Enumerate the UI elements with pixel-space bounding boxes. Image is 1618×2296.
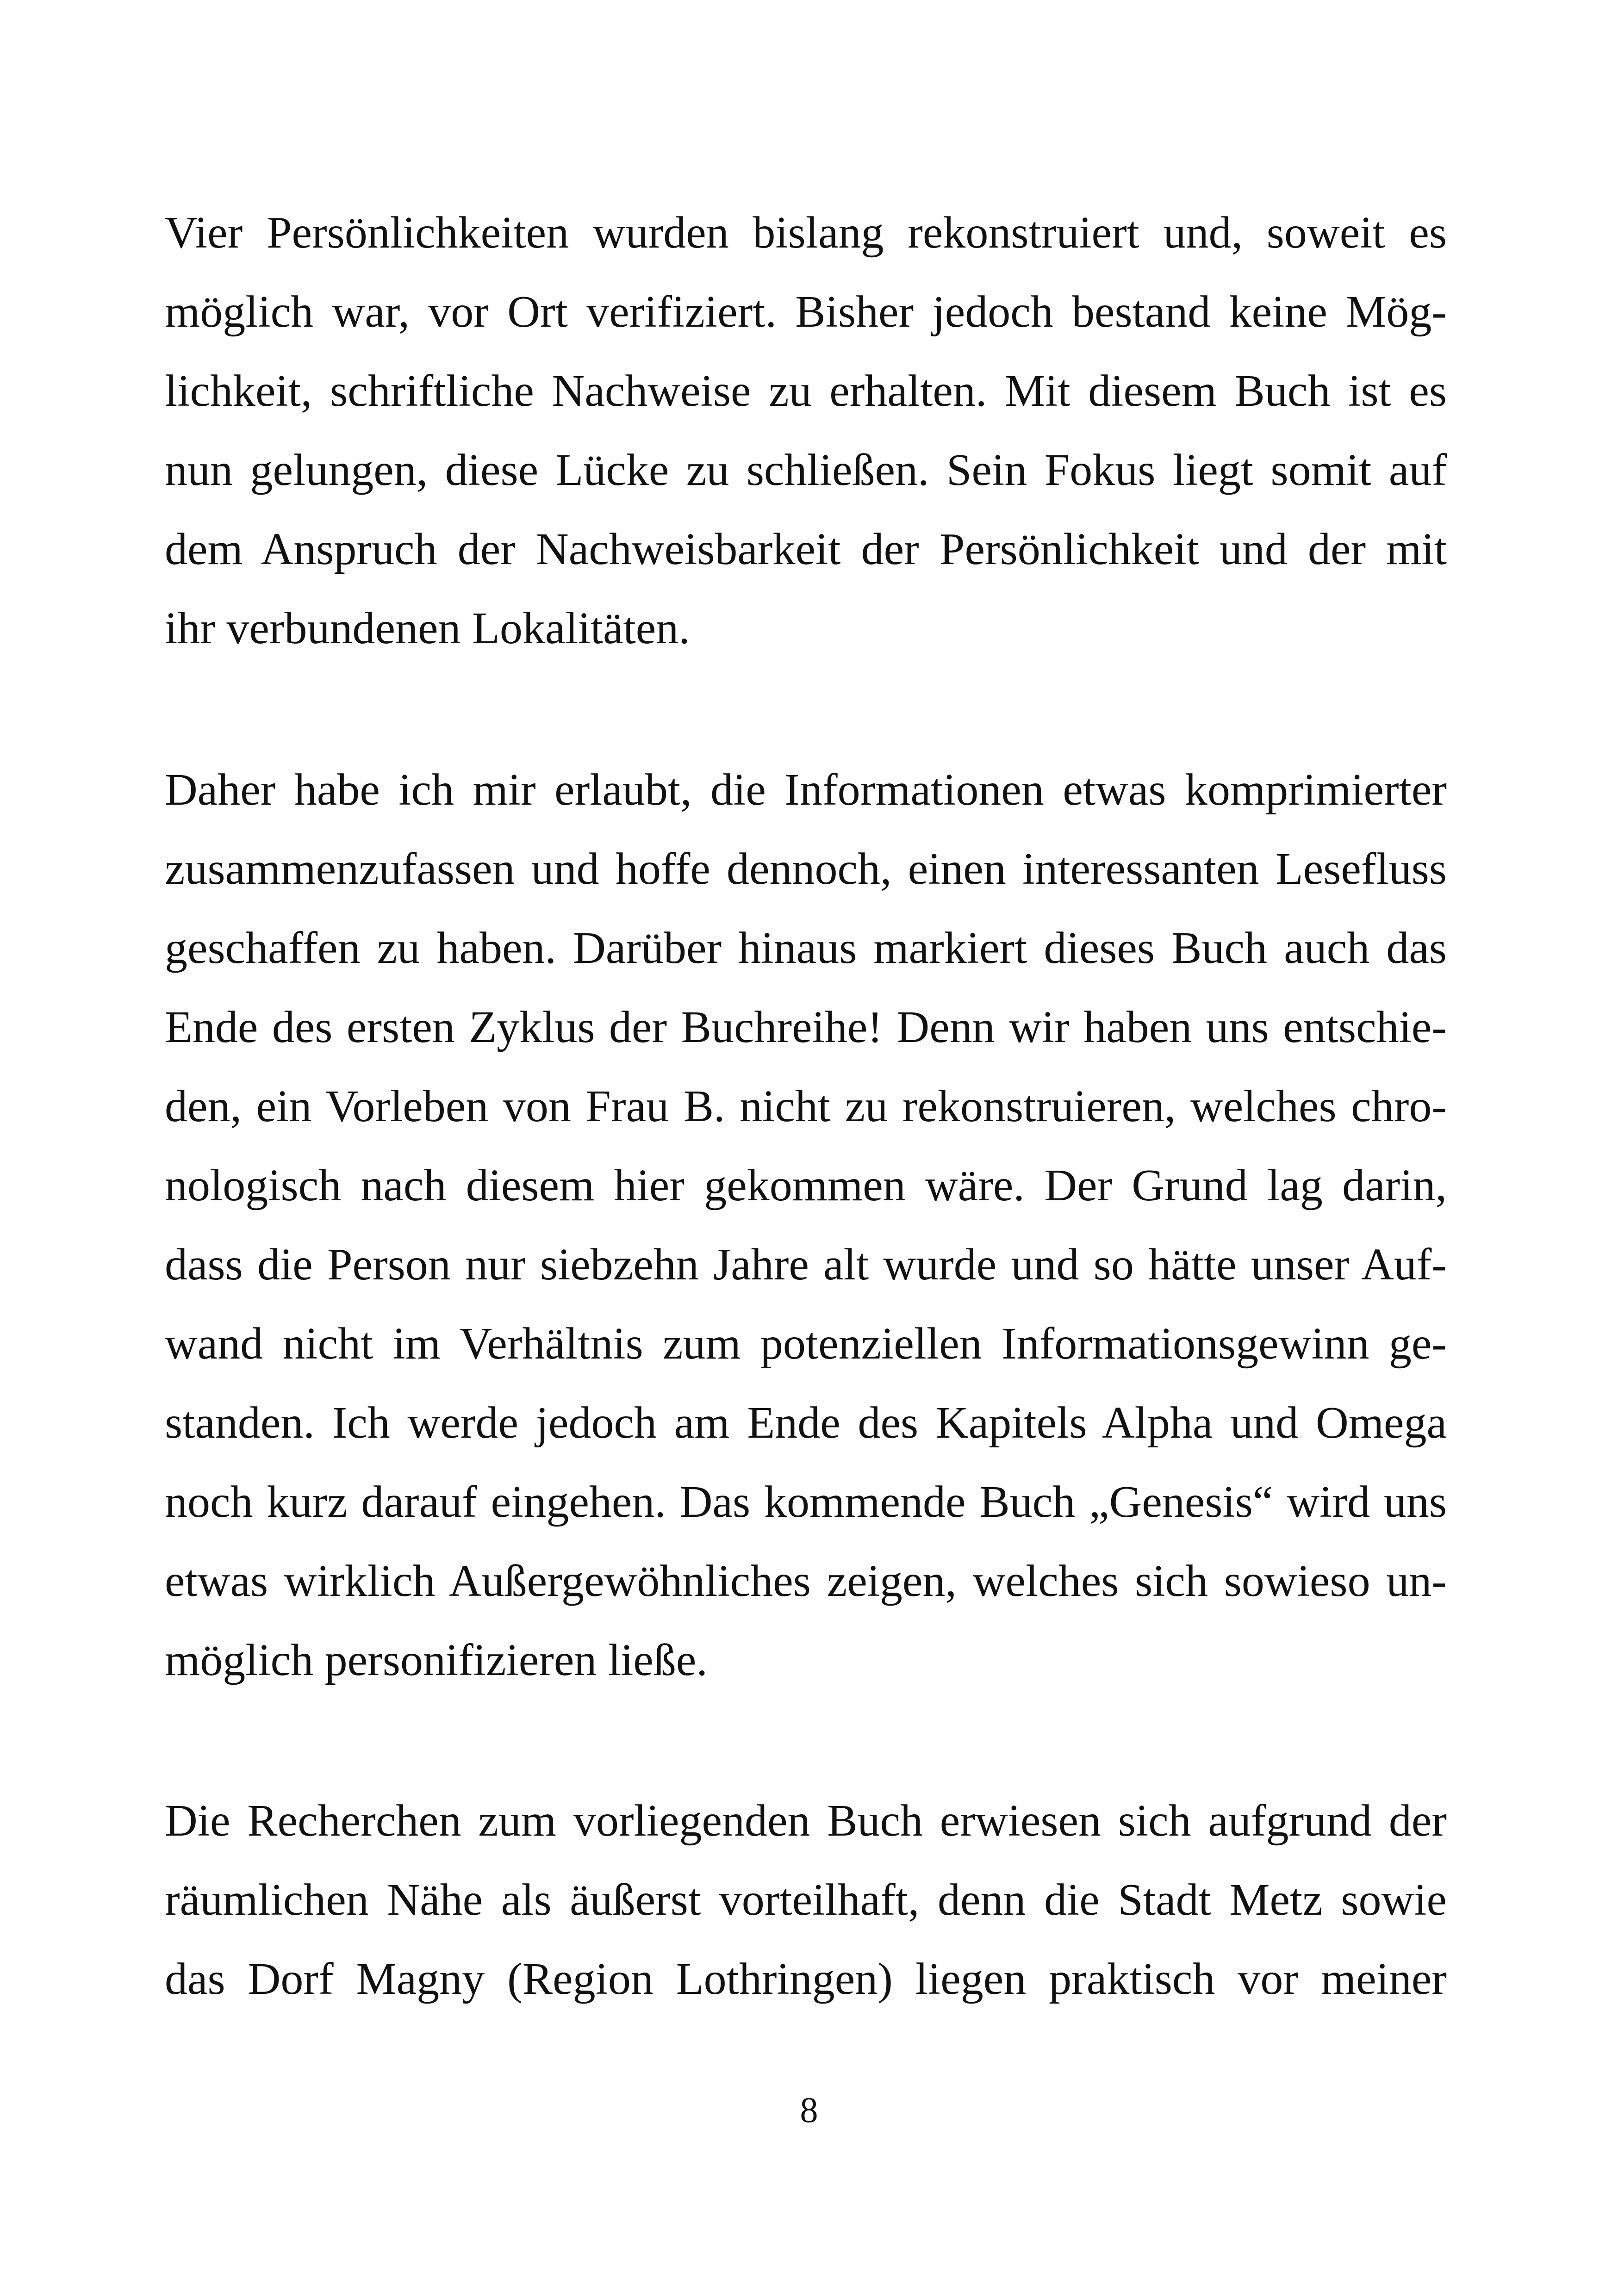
text-line: Vier Persönlichkeiten wurden bislang rekonstruiert und, soweit es — [165, 208, 1447, 258]
text-line: den, ein Vorleben von Frau B. nicht zu rekonstruieren, welches chro- — [165, 1081, 1447, 1131]
text-line: etwas wirklich Außergewöhnliches zeigen, welches sich sowieso un- — [165, 1556, 1447, 1606]
text-line: räumlichen Nähe als äußerst vorteilhaft, denn die Stadt Metz sowie — [165, 1875, 1447, 1925]
text-line: standen. Ich werde jedoch am Ende des Kapitels Alpha und Omega — [165, 1398, 1447, 1448]
text-line: möglich war, vor Ort verifiziert. Bisher jedoch bestand keine Mög- — [165, 287, 1447, 337]
text-line: Die Recherchen zum vorliegenden Buch erwiesen sich aufgrund der — [165, 1796, 1447, 1846]
text-line: möglich personifizieren ließe. — [165, 1635, 708, 1685]
text-line: Daher habe ich mir erlaubt, die Informationen etwas komprimierter — [165, 765, 1447, 815]
text-line: lichkeit, schriftliche Nachweise zu erhalten. Mit diesem Buch ist es — [165, 366, 1447, 416]
text-line: nun gelungen, diese Lücke zu schließen. Sein Fokus liegt somit auf — [165, 445, 1447, 495]
paragraph-1 — [165, 193, 1447, 668]
text-line: ihr verbundenen Lokalitäten. — [165, 603, 690, 653]
paragraph-2 — [165, 751, 1447, 1700]
text-line: dem Anspruch der Nachweisbarkeit der Persönlichkeit und der mit — [165, 524, 1447, 574]
text-line: Ende des ersten Zyklus der Buchreihe! Denn wir haben uns entschie- — [165, 1002, 1447, 1052]
paragraph-3 — [165, 1781, 1447, 2019]
text-line: das Dorf Magny (Region Lothringen) liegen praktisch vor meiner — [165, 1954, 1447, 2004]
text-line: nologisch nach diesem hier gekommen wäre. Der Grund lag darin, — [165, 1160, 1447, 1210]
text-line: geschaffen zu haben. Darüber hinaus markiert dieses Buch auch das — [165, 923, 1447, 973]
text-line: wand nicht im Verhältnis zum potenziellen Informationsgewinn ge- — [165, 1319, 1447, 1369]
text-line: noch kurz darauf eingehen. Das kommende Buch „Genesis“ wird uns — [165, 1477, 1447, 1527]
text-line: zusammenzufassen und hoffe dennoch, einen interessanten Lesefluss — [165, 844, 1447, 894]
page-number: 8 — [800, 2090, 818, 2130]
text-line: dass die Person nur siebzehn Jahre alt wurde und so hätte unser Auf- — [165, 1240, 1447, 1290]
